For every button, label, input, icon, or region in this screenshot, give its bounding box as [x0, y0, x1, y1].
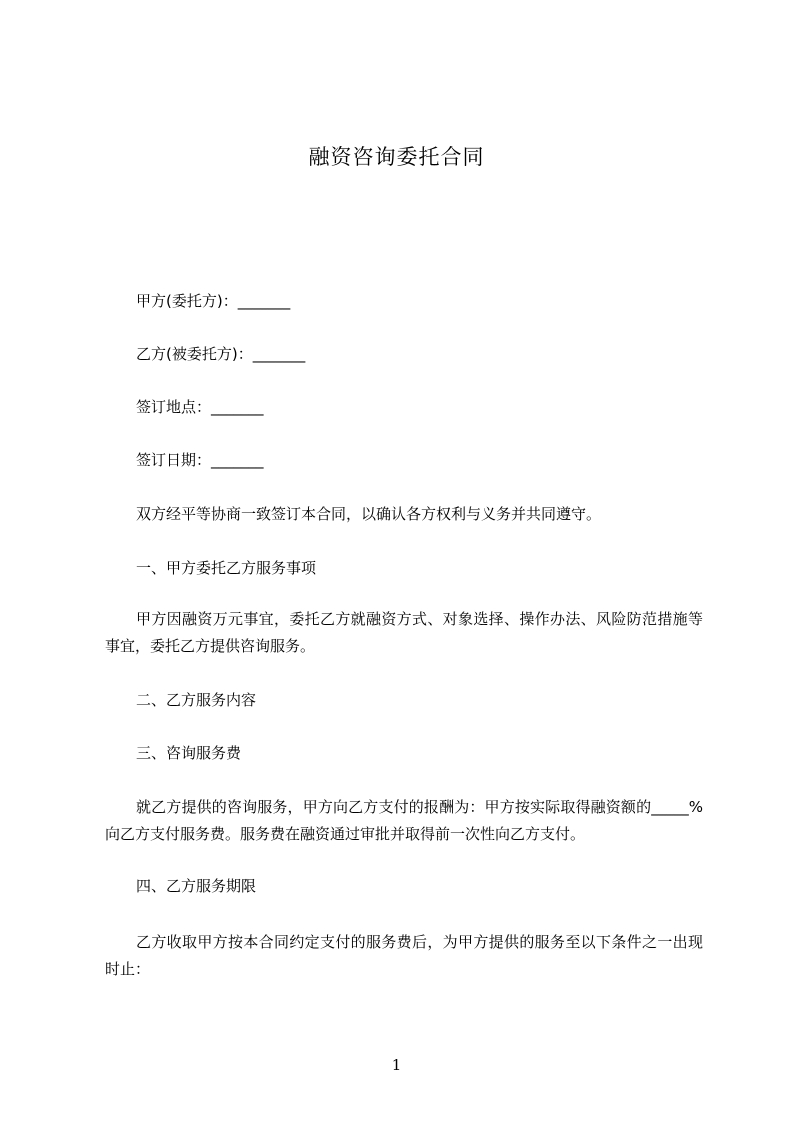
contract-title: 融资咨询委托合同	[308, 145, 485, 169]
party-a-field: 甲方(委托方)：_______	[136, 292, 291, 310]
party-b-field: 乙方(被委托方)：_______	[136, 345, 306, 363]
page-number: 1	[391, 1056, 402, 1074]
intro-statement: 双方经平等协商一致签订本合同，以确认各方权利与义务并共同遵守。	[136, 505, 602, 523]
section-4-heading: 四、乙方服务期限	[136, 877, 257, 895]
section-1-heading: 一、甲方委托乙方服务事项	[136, 559, 317, 577]
signing-place-field: 签订地点：_______	[136, 398, 264, 416]
section-4-body: 乙方收取甲方按本合同约定支付的服务费后，为甲方提供的服务至以下条件之一出现时止：	[105, 933, 703, 978]
signing-date-field: 签订日期：_______	[136, 451, 264, 469]
section-3-heading: 三、咨询服务费	[136, 744, 242, 762]
section-2-heading: 二、乙方服务内容	[136, 691, 257, 709]
section-3-body: 就乙方提供的咨询服务，甲方向乙方支付的报酬为：甲方按实际取得融资额的_____% 向乙方支付服务费。服务费在融资通过审批并取得前一次性向乙方支付。	[105, 798, 703, 843]
section-1-body: 甲方因融资万元事宜，委托乙方就融资方式、对象选择、操作办法、风险防范措施等事宜，委托乙方提供咨询服务。	[105, 610, 703, 655]
